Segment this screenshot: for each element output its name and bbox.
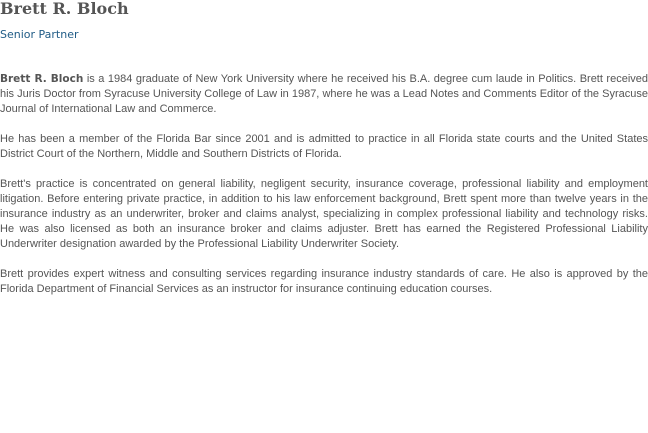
bio-paragraph-admissions: He has been a member of the Florida Bar since 2001 and is admitted to practice in all Florida state courts and the United States District Court of the Northern, Middle and Southern Districts of Florida. [0,133,648,160]
profile-role: Senior Partner [0,28,79,41]
bio-paragraph-practice: Brett's practice is concentrated on general liability, negligent security, insurance coverage, professional liability and employment litigation. Before entering private practice, in addition to his law enforcement background, Brett spent more than twelve years in the insurance industry as an underwriter, broker and claims analyst, specializing in complex professional liability and technology risks. He was also licensed as both an insurance broker and claims adjuster. Brett has earned the Registered Professional Liability Underwriter designation awarded by the Professional Liability Underwriter Society. [0,178,648,250]
profile-bio [0,72,648,312]
profile-name: Brett R. Bloch [0,0,129,18]
bio-name-bold: Brett R. Bloch [0,73,84,85]
bio-paragraph-education [0,72,648,117]
bio-education-text: is a 1984 graduate of New York University where he received his B.A. degree cum laude in Politics. Brett received his Juris Doctor from Syracuse University College of Law in 1987, where he was a Lead Notes and Comments Editor of the Syracuse Journal of International Law and Commerce. [0,73,648,115]
bio-paragraph-expert-witness: Brett provides expert witness and consulting services regarding insurance industry standards of care. He also is approved by the Florida Department of Financial Services as an instructor for insurance continuing education courses. [0,268,648,295]
